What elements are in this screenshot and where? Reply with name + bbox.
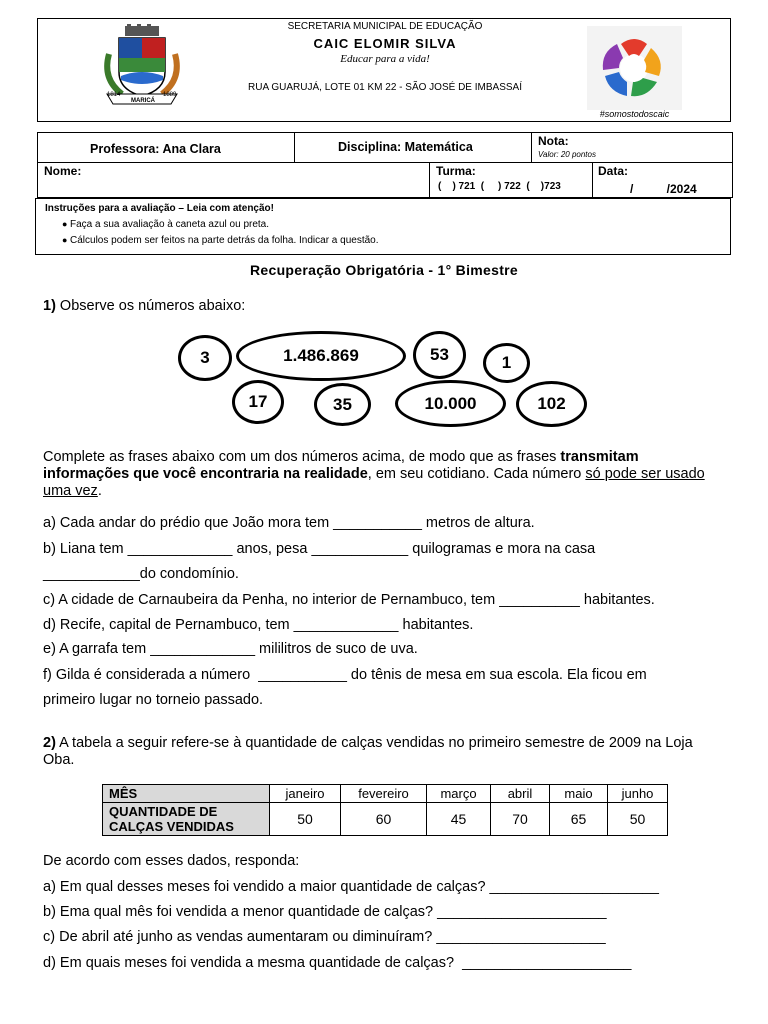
- number-oval: [236, 331, 406, 381]
- date-field[interactable]: / /2024: [630, 182, 697, 196]
- q2-number: 2): [43, 735, 56, 751]
- number-value: 3: [200, 348, 210, 367]
- table-cell-month: junho: [608, 785, 668, 803]
- q2-item-c[interactable]: c) De abril até junho as vendas aumentaram ou diminuíram? _____________________: [43, 929, 606, 945]
- number-value: 1: [501, 353, 512, 372]
- caic-logo-icon: [587, 26, 682, 110]
- q1-item-b-cont[interactable]: ____________do condomínio.: [43, 566, 239, 582]
- q2-lead: De acordo com esses dados, responda:: [43, 853, 300, 869]
- bullet-icon: ●: [62, 219, 68, 229]
- table-cell-month: fevereiro: [341, 785, 427, 803]
- number-oval: [483, 343, 530, 383]
- table-cell-month: março: [427, 785, 491, 803]
- secretaria-label: SECRETARIA MUNICIPAL DE EDUCAÇÃO: [287, 21, 483, 32]
- table-cell-month: abril: [491, 785, 550, 803]
- q1-instr-part2: , em seu cotidiano. Cada número: [367, 466, 586, 482]
- q2-item-d[interactable]: d) Em quais meses foi vendida a mesma quantidade de calças? _____________________: [43, 955, 632, 971]
- grade-value: Valor: 20 pontos: [538, 150, 596, 159]
- table-cell-value: 70: [491, 803, 550, 836]
- q1-item-a[interactable]: a) Cada andar do prédio que João mora tem ___________ metros de altura.: [43, 515, 535, 531]
- crest-year-left: 1814: [107, 92, 121, 98]
- name-field[interactable]: Nome:: [44, 164, 82, 178]
- table-cell-value: 50: [608, 803, 668, 836]
- q1-prompt: [43, 298, 245, 315]
- table-cell-value: 45: [427, 803, 491, 836]
- bullet-icon: ●: [62, 235, 68, 245]
- date-label: Data:: [598, 164, 629, 178]
- q1-item-c[interactable]: c) A cidade de Carnaubeira da Penha, no interior de Pernambuco, tem __________ habitantes.: [43, 592, 655, 608]
- number-value: 53: [430, 345, 449, 364]
- q1-prompt-text: Observe os números abaixo:: [55, 298, 246, 314]
- municipal-crest-icon: [97, 24, 187, 108]
- q1-instructions: [43, 449, 723, 500]
- instruction-item: Faça a sua avaliação à caneta azul ou preta.: [70, 219, 270, 230]
- instructions-title: Instruções para a avaliação – Leia com atenção!: [45, 203, 274, 214]
- number-value: 10.000: [424, 393, 477, 413]
- number-oval: [232, 380, 284, 424]
- q1-item-f-cont: primeiro lugar no torneio passado.: [43, 692, 264, 708]
- q1-item-f[interactable]: f) Gilda é considerada a número ___________ do tênis de mesa em sua escola. Ela ficou em: [43, 667, 647, 683]
- hashtag-label: #somostodoscaic: [599, 109, 670, 119]
- school-motto: Educar para a vida!: [340, 53, 430, 65]
- number-oval: [314, 383, 371, 426]
- table-cell-month: maio: [550, 785, 608, 803]
- number-value: 35: [333, 394, 352, 414]
- number-oval: [413, 331, 466, 379]
- q1-item-e[interactable]: e) A garrafa tem _____________ mililitros de suco de uva.: [43, 641, 418, 657]
- q2-item-b[interactable]: b) Ema qual mês foi vendida a menor quantidade de calças? _____________________: [43, 904, 607, 920]
- table-header-month: MÊS: [103, 785, 270, 803]
- class-label: Turma:: [436, 164, 476, 178]
- class-options[interactable]: ( ) 721 ( ) 722 ( )723: [438, 181, 561, 192]
- q1-instr-end: .: [97, 483, 102, 499]
- table-header-quantity: QUANTIDADE DE CALÇAS VENDIDAS: [103, 803, 270, 836]
- q1-item-b[interactable]: b) Liana tem _____________ anos, pesa ____________ quilogramas e mora na casa: [43, 541, 596, 557]
- q1-number: 1): [43, 298, 56, 314]
- crest-year-right: 1889: [163, 92, 177, 98]
- table-cell-value: 60: [341, 803, 427, 836]
- q2-prompt: [43, 735, 723, 769]
- table-cell-month: janeiro: [270, 785, 341, 803]
- number-value: 1.486.869: [283, 346, 359, 365]
- number-value: 17: [248, 392, 268, 411]
- q1-item-d[interactable]: d) Recife, capital de Pernambuco, tem _____________ habitantes.: [43, 617, 474, 633]
- school-name: CAIC ELOMIR SILVA: [313, 36, 457, 51]
- grade-label: Nota:: [538, 134, 569, 148]
- q2-item-a[interactable]: a) Em qual desses meses foi vendido a maior quantidade de calças? _____________________: [43, 879, 659, 895]
- sales-table: [102, 784, 668, 836]
- instruction-item: Cálculos podem ser feitos na parte detrás da folha. Indicar a questão.: [70, 235, 379, 246]
- number-oval: [178, 335, 232, 381]
- crest-name: MARICÁ: [131, 98, 155, 104]
- number-oval: [395, 380, 506, 427]
- q1-instr-part1: Complete as frases abaixo com um dos números acima, de modo que as frases: [43, 449, 561, 465]
- teacher-label: Professora: Ana Clara: [90, 142, 221, 156]
- q2-prompt-text: A tabela a seguir refere-se à quantidade de calças vendidas no primeiro semestre de 2009 na Loja Oba.: [43, 735, 693, 768]
- table-cell-value: 50: [270, 803, 341, 836]
- table-cell-value: 65: [550, 803, 608, 836]
- q1-instr-bold: transmitam informações que você encontraria na realidade: [43, 449, 639, 482]
- page-title: Recuperação Obrigatória - 1° Bimestre: [249, 262, 518, 278]
- number-value: 102: [537, 394, 566, 413]
- school-address: RUA GUARUJÁ, LOTE 01 KM 22 - SÃO JOSÉ DE IMBASSAÍ: [248, 82, 522, 93]
- number-oval: [516, 381, 587, 427]
- subject-label: Disciplina: Matemática: [338, 140, 473, 154]
- q1-instr-underline: só pode ser usado uma vez: [43, 466, 705, 499]
